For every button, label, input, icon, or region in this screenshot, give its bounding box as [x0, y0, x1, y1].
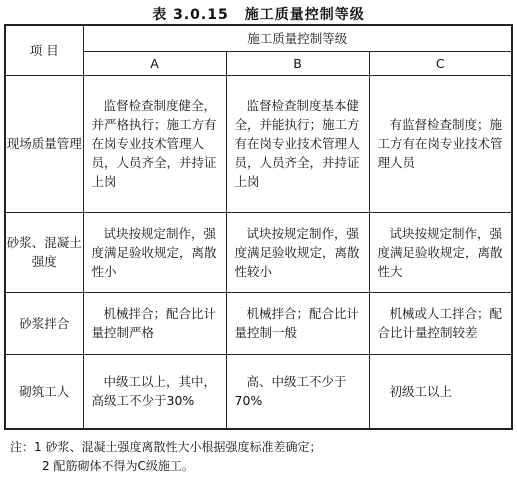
cell-mixing-a [83, 292, 226, 354]
cell-site-management-a [83, 75, 226, 212]
note-text: 2 配筋砌体不得为C级施工。 [42, 459, 194, 473]
cell-masons-b [226, 354, 369, 429]
cell-text: 有监督检查制度；施工方有在岗专业技术管理人员 [377, 117, 503, 170]
cell-text: 监督检查制度健全，并严格执行；施工方有在岗专业技术管理人员，人员齐全，并持证上岗 [91, 98, 217, 189]
cell-text: 试块按规定制作，强度满足验收规定，离散性大 [377, 225, 503, 279]
table-notes [10, 438, 510, 476]
cell-strength-a [83, 212, 226, 292]
quality-grade-table [4, 24, 513, 430]
table-row [5, 75, 512, 212]
cell-site-management-c [369, 75, 512, 212]
grade-group-header: 施工质量控制等级 [83, 25, 512, 51]
cell-strength-c [369, 212, 512, 292]
table-number: 表 3.0.15 [152, 7, 229, 23]
cell-site-management-b [226, 75, 369, 212]
cell-text: 高、中级工不少于70% [234, 374, 347, 409]
note-line-1 [10, 438, 510, 457]
cell-masons-c [369, 354, 512, 429]
table-row [5, 292, 512, 354]
cell-strength-b [226, 212, 369, 292]
note-text: 1 砂浆、混凝土强度离散性大小根据强度标准差确定； [34, 440, 322, 454]
row-label-masons: 砌筑工人 [5, 354, 83, 429]
grade-header-a: A [83, 51, 226, 75]
row-label-site-management: 现场质量管理 [5, 75, 83, 212]
table-row [5, 212, 512, 292]
table-title-text: 施工质量控制等级 [244, 7, 365, 23]
cell-text: 初级工以上 [389, 383, 453, 399]
note-line-2 [10, 457, 510, 476]
cell-text: 机械拌合；配合比计量控制一般 [234, 306, 360, 340]
cell-text: 机械或人工拌合；配合比计量控制较差 [377, 306, 503, 340]
cell-mixing-c [369, 292, 512, 354]
grade-header-b: B [226, 51, 369, 75]
item-header: 项 目 [5, 25, 83, 75]
notes-prefix: 注： [10, 440, 35, 454]
row-label-strength: 砂浆、混凝土强度 [5, 212, 83, 292]
cell-mixing-b [226, 292, 369, 354]
header-row-1 [5, 25, 512, 51]
cell-masons-a [83, 354, 226, 429]
row-label-mortar-mixing: 砂浆拌合 [5, 292, 83, 354]
cell-text: 中级工以上，其中，高级工不少于30% [91, 374, 217, 409]
cell-text: 试块按规定制作，强度满足验收规定，离散性小 [91, 225, 217, 279]
cell-text: 试块按规定制作，强度满足验收规定，离散性较小 [234, 225, 360, 279]
table-title [0, 4, 517, 24]
cell-text: 监督检查制度基本健全，并能执行；施工方有在岗专业技术管理人员，人员齐全，并持证上岗 [234, 98, 360, 189]
grade-header-c: C [369, 51, 512, 75]
cell-text: 机械拌合；配合比计量控制严格 [91, 306, 217, 340]
table-row [5, 354, 512, 429]
